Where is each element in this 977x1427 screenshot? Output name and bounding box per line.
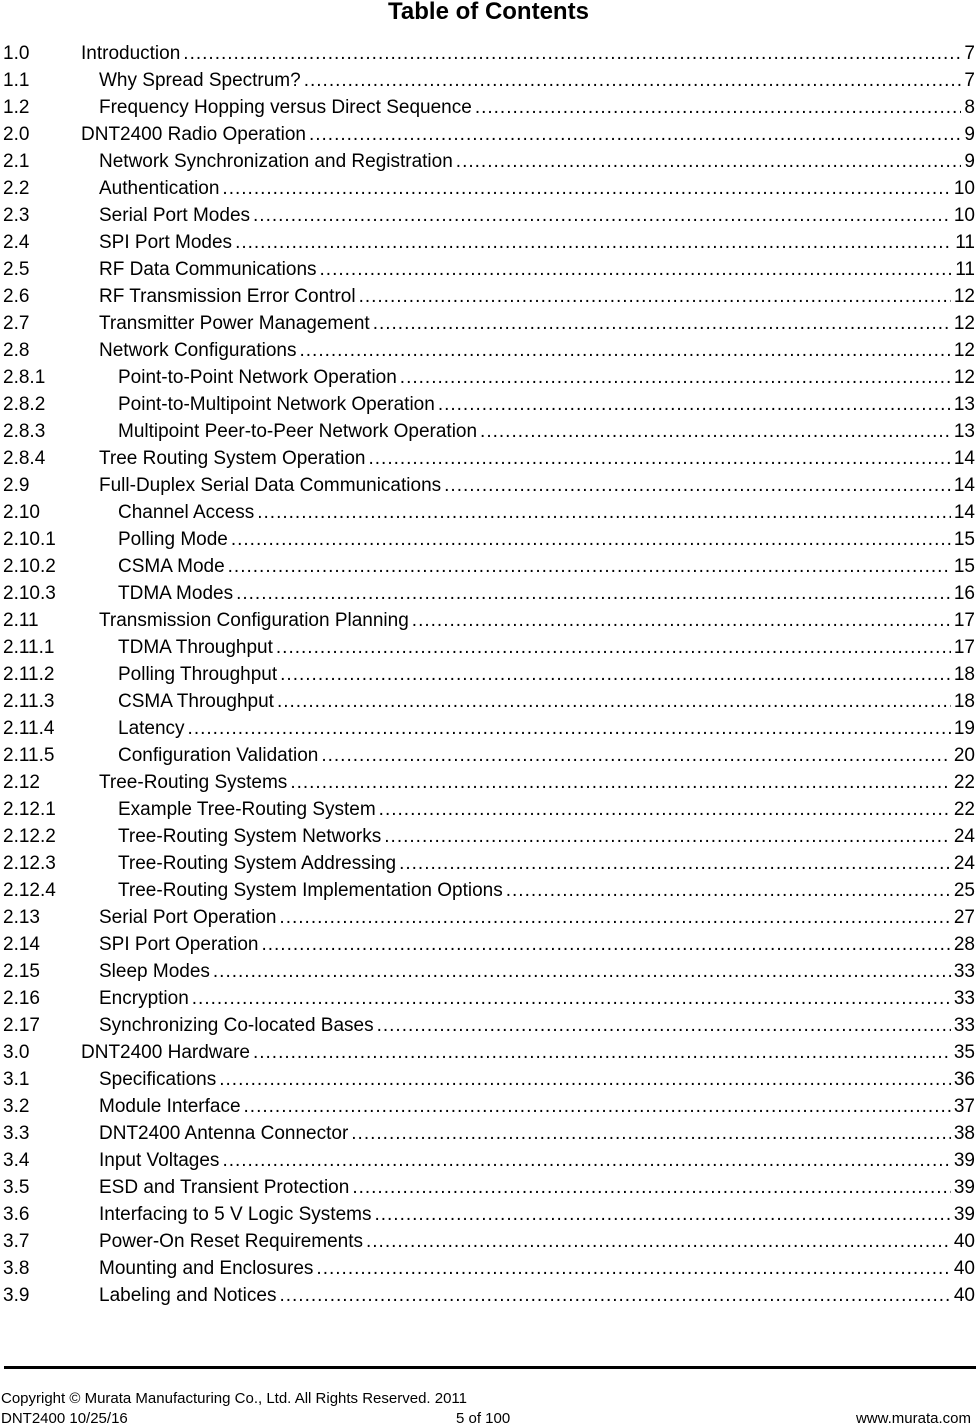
toc-dot-leader	[231, 529, 951, 551]
toc-dot-leader	[373, 313, 951, 335]
toc-section-number: 3.7	[3, 1230, 30, 1252]
toc-dot-leader	[456, 151, 961, 173]
toc-page-number: 12	[953, 366, 975, 388]
toc-section-title: Tree Routing System Operation	[99, 447, 366, 469]
table-of-contents	[3, 40, 975, 1309]
toc-page-number: 17	[953, 636, 975, 658]
toc-entry[interactable]	[3, 742, 975, 769]
toc-section-title: Network Configurations	[99, 339, 297, 361]
toc-section-title: Point-to-Multipoint Network Operation	[118, 393, 435, 415]
toc-section-title: Configuration Validation	[118, 744, 319, 766]
toc-section-title: Interfacing to 5 V Logic Systems	[99, 1203, 372, 1225]
toc-dot-leader	[279, 907, 950, 929]
toc-section-title: Module Interface	[99, 1095, 241, 1117]
toc-section-number: 2.14	[3, 933, 40, 955]
document-id: DNT2400 10/25/16	[1, 1410, 128, 1427]
toc-dot-leader	[351, 1123, 951, 1145]
toc-section-title: Serial Port Modes	[99, 204, 251, 226]
toc-section-title: Specifications	[99, 1068, 217, 1090]
toc-dot-leader	[316, 1258, 950, 1280]
toc-section-title: Introduction	[81, 42, 181, 64]
toc-entry[interactable]	[3, 418, 975, 445]
toc-section-number: 3.5	[3, 1176, 30, 1198]
toc-section-number: 2.11.3	[3, 690, 55, 712]
toc-dot-leader	[222, 178, 950, 200]
toc-dot-leader	[192, 988, 951, 1010]
toc-entry[interactable]	[3, 229, 975, 256]
toc-entry[interactable]	[3, 256, 975, 283]
toc-section-number: 2.2	[3, 177, 30, 199]
toc-page-number: 38	[953, 1122, 975, 1144]
toc-page-number: 11	[955, 258, 975, 280]
toc-section-number: 1.0	[3, 42, 30, 64]
toc-page-number: 18	[953, 663, 975, 685]
toc-entry[interactable]	[3, 1147, 975, 1174]
toc-entry[interactable]	[3, 121, 975, 148]
toc-dot-leader	[438, 394, 951, 416]
toc-dot-leader	[400, 367, 951, 389]
toc-section-number: 3.6	[3, 1203, 30, 1225]
toc-page-number: 33	[953, 987, 975, 1009]
toc-section-number: 2.7	[3, 312, 30, 334]
toc-entry[interactable]	[3, 1282, 975, 1309]
toc-section-title: SPI Port Modes	[99, 231, 233, 253]
toc-section-number: 2.5	[3, 258, 30, 280]
toc-section-title: Input Voltages	[99, 1149, 220, 1171]
toc-entry[interactable]	[3, 202, 975, 229]
toc-section-number: 2.12.1	[3, 798, 56, 820]
toc-section-title: Sleep Modes	[99, 960, 210, 982]
toc-entry[interactable]	[3, 580, 975, 607]
toc-section-number: 2.12.2	[3, 825, 56, 847]
toc-section-title: TDMA Throughput	[118, 636, 273, 658]
toc-dot-leader	[444, 475, 951, 497]
toc-entry[interactable]	[3, 40, 975, 67]
toc-section-title: Point-to-Point Network Operation	[118, 366, 397, 388]
toc-section-number: 2.12.4	[3, 879, 56, 901]
toc-section-number: 2.13	[3, 906, 40, 928]
toc-section-title: Tree-Routing System Networks	[118, 825, 382, 847]
toc-section-title: Power-On Reset Requirements	[99, 1230, 363, 1252]
toc-page-number: 12	[953, 339, 975, 361]
toc-entry[interactable]	[3, 1039, 975, 1066]
toc-section-title: Encryption	[99, 987, 189, 1009]
toc-entry[interactable]	[3, 769, 975, 796]
toc-entry[interactable]	[3, 391, 975, 418]
toc-entry[interactable]	[3, 1093, 975, 1120]
toc-section-title: Polling Mode	[118, 528, 228, 550]
toc-section-number: 2.10.3	[3, 582, 56, 604]
toc-section-title: Mounting and Enclosures	[99, 1257, 314, 1279]
toc-section-title: Channel Access	[118, 501, 255, 523]
toc-section-number: 2.4	[3, 231, 30, 253]
toc-section-number: 2.6	[3, 285, 30, 307]
toc-page-number: 15	[953, 555, 975, 577]
toc-section-number: 2.12.3	[3, 852, 56, 874]
toc-section-number: 3.4	[3, 1149, 30, 1171]
toc-dot-leader	[236, 583, 951, 605]
toc-page-number: 28	[953, 933, 975, 955]
toc-dot-leader	[374, 1204, 950, 1226]
toc-section-title: Network Synchronization and Registration	[99, 150, 453, 172]
toc-entry[interactable]	[3, 364, 975, 391]
toc-entry[interactable]	[3, 1201, 975, 1228]
toc-section-number: 2.9	[3, 474, 30, 496]
toc-section-number: 1.1	[3, 69, 30, 91]
toc-page-number: 37	[953, 1095, 975, 1117]
toc-entry[interactable]	[3, 1228, 975, 1255]
copyright-notice: Copyright © Murata Manufacturing Co., Ltd. All Rights Reserved. 2011	[1, 1390, 468, 1407]
toc-page-number: 39	[953, 1176, 975, 1198]
toc-section-title: Tree-Routing Systems	[99, 771, 288, 793]
toc-page-number: 13	[953, 420, 975, 442]
toc-entry[interactable]	[3, 1012, 975, 1039]
toc-page-number: 14	[953, 447, 975, 469]
toc-page-number: 36	[953, 1068, 975, 1090]
toc-section-title: Labeling and Notices	[99, 1284, 277, 1306]
toc-entry[interactable]	[3, 823, 975, 850]
toc-dot-leader	[219, 1069, 951, 1091]
toc-dot-leader	[309, 124, 961, 146]
toc-page-number: 13	[953, 393, 975, 415]
toc-dot-leader	[279, 1285, 950, 1307]
toc-entry[interactable]	[3, 985, 975, 1012]
toc-section-number: 2.10	[3, 501, 40, 523]
toc-entry[interactable]	[3, 499, 975, 526]
toc-page-number: 33	[953, 1014, 975, 1036]
toc-entry[interactable]	[3, 850, 975, 877]
toc-section-title: DNT2400 Radio Operation	[81, 123, 306, 145]
toc-entry[interactable]	[3, 1174, 975, 1201]
toc-section-title: RF Transmission Error Control	[99, 285, 356, 307]
toc-page-number: 18	[953, 690, 975, 712]
toc-section-title: Why Spread Spectrum?	[99, 69, 301, 91]
toc-dot-leader	[244, 1096, 951, 1118]
toc-section-title: Example Tree-Routing System	[118, 798, 376, 820]
toc-section-title: Serial Port Operation	[99, 906, 277, 928]
page-number: 5 of 100	[456, 1410, 511, 1427]
toc-page-number: 22	[953, 771, 975, 793]
toc-section-number: 2.0	[3, 123, 30, 145]
toc-section-number: 2.8.3	[3, 420, 46, 442]
toc-page-number: 7	[964, 42, 975, 64]
toc-entry[interactable]	[3, 445, 975, 472]
toc-entry[interactable]	[3, 175, 975, 202]
toc-section-title: Polling Throughput	[118, 663, 278, 685]
toc-page-number: 24	[953, 852, 975, 874]
toc-page-number: 40	[953, 1257, 975, 1279]
toc-section-title: Tree-Routing System Addressing	[118, 852, 397, 874]
footer-divider	[4, 1366, 976, 1369]
toc-page-number: 8	[964, 96, 975, 118]
toc-page-number: 19	[953, 717, 975, 739]
toc-section-number: 2.11	[3, 609, 39, 631]
toc-section-title: TDMA Modes	[118, 582, 234, 604]
toc-entry[interactable]	[3, 688, 975, 715]
toc-dot-leader	[290, 772, 951, 794]
toc-section-title: Transmitter Power Management	[99, 312, 370, 334]
toc-entry[interactable]	[3, 310, 975, 337]
toc-entry[interactable]	[3, 796, 975, 823]
page-title: Table of Contents	[388, 0, 589, 25]
toc-page-number: 24	[953, 825, 975, 847]
toc-entry[interactable]	[3, 1066, 975, 1093]
toc-dot-leader	[183, 43, 961, 65]
toc-page-number: 15	[953, 528, 975, 550]
toc-section-number: 2.11.5	[3, 744, 55, 766]
toc-dot-leader	[280, 664, 951, 686]
toc-dot-leader	[276, 637, 951, 659]
toc-section-number: 3.1	[3, 1068, 30, 1090]
toc-page-number: 25	[953, 879, 975, 901]
toc-section-number: 2.10.1	[3, 528, 56, 550]
toc-entry[interactable]	[3, 715, 975, 742]
toc-dot-leader	[253, 205, 951, 227]
toc-section-number: 1.2	[3, 96, 30, 118]
toc-dot-leader	[277, 691, 951, 713]
toc-dot-leader	[384, 826, 951, 848]
toc-page-number: 33	[953, 960, 975, 982]
toc-dot-leader	[257, 502, 951, 524]
toc-entry[interactable]	[3, 526, 975, 553]
toc-section-title: Tree-Routing System Implementation Options	[118, 879, 503, 901]
toc-dot-leader	[412, 610, 951, 632]
toc-page-number: 27	[953, 906, 975, 928]
toc-page-number: 10	[953, 177, 975, 199]
toc-dot-leader	[506, 880, 951, 902]
toc-dot-leader	[480, 421, 951, 443]
toc-section-title: DNT2400 Antenna Connector	[99, 1122, 349, 1144]
toc-entry[interactable]	[3, 283, 975, 310]
toc-section-number: 2.11.2	[3, 663, 55, 685]
toc-section-title: DNT2400 Hardware	[81, 1041, 250, 1063]
toc-section-number: 2.3	[3, 204, 30, 226]
toc-section-number: 2.10.2	[3, 555, 56, 577]
toc-page-number: 12	[953, 285, 975, 307]
toc-section-number: 2.17	[3, 1014, 40, 1036]
toc-dot-leader	[359, 286, 951, 308]
toc-page-number: 9	[964, 150, 975, 172]
toc-section-title: ESD and Transient Protection	[99, 1176, 350, 1198]
toc-entry[interactable]	[3, 1120, 975, 1147]
toc-section-number: 3.0	[3, 1041, 30, 1063]
toc-page-number: 40	[953, 1284, 975, 1306]
toc-dot-leader	[228, 556, 951, 578]
toc-entry[interactable]	[3, 661, 975, 688]
toc-page-number: 16	[953, 582, 975, 604]
toc-page-number: 14	[953, 474, 975, 496]
toc-entry[interactable]	[3, 607, 975, 634]
toc-entry[interactable]	[3, 337, 975, 364]
toc-page-number: 39	[953, 1149, 975, 1171]
toc-dot-leader	[188, 718, 951, 740]
toc-section-number: 2.11.4	[3, 717, 55, 739]
toc-dot-leader	[379, 799, 951, 821]
toc-dot-leader	[475, 97, 961, 119]
toc-section-number: 2.1	[3, 150, 30, 172]
toc-page-number: 20	[953, 744, 975, 766]
toc-dot-leader	[261, 934, 950, 956]
toc-dot-leader	[366, 1231, 951, 1253]
toc-section-number: 3.2	[3, 1095, 30, 1117]
toc-dot-leader	[352, 1177, 951, 1199]
toc-page-number: 39	[953, 1203, 975, 1225]
toc-section-number: 2.8.2	[3, 393, 46, 415]
toc-dot-leader	[321, 745, 951, 767]
toc-page-number: 9	[964, 123, 975, 145]
toc-entry[interactable]	[3, 67, 975, 94]
toc-entry[interactable]	[3, 877, 975, 904]
toc-entry[interactable]	[3, 472, 975, 499]
toc-entry[interactable]	[3, 148, 975, 175]
toc-section-number: 2.12	[3, 771, 40, 793]
toc-section-title: Transmission Configuration Planning	[99, 609, 409, 631]
toc-section-title: RF Data Communications	[99, 258, 317, 280]
toc-page-number: 7	[964, 69, 975, 91]
toc-section-number: 2.8	[3, 339, 30, 361]
toc-page-number: 10	[953, 204, 975, 226]
toc-entry[interactable]	[3, 553, 975, 580]
toc-entry[interactable]	[3, 931, 975, 958]
toc-section-number: 2.11.1	[3, 636, 55, 658]
toc-section-title: Frequency Hopping versus Direct Sequence	[99, 96, 472, 118]
toc-page-number: 11	[955, 231, 975, 253]
toc-dot-leader	[213, 961, 951, 983]
toc-section-number: 3.8	[3, 1257, 30, 1279]
toc-page-number: 35	[953, 1041, 975, 1063]
toc-section-number: 3.9	[3, 1284, 30, 1306]
toc-entry[interactable]	[3, 1255, 975, 1282]
toc-dot-leader	[368, 448, 950, 470]
website-link[interactable]: www.murata.com	[855, 1410, 971, 1427]
toc-page-number: 40	[953, 1230, 975, 1252]
toc-section-title: Full-Duplex Serial Data Communications	[99, 474, 442, 496]
toc-dot-leader	[253, 1042, 951, 1064]
toc-page-number: 12	[953, 312, 975, 334]
toc-section-number: 2.8.4	[3, 447, 46, 469]
toc-section-title: Authentication	[99, 177, 220, 199]
toc-dot-leader	[222, 1150, 950, 1172]
toc-section-number: 3.3	[3, 1122, 30, 1144]
toc-entry[interactable]	[3, 634, 975, 661]
toc-section-number: 2.8.1	[3, 366, 46, 388]
toc-section-title: Synchronizing Co-located Bases	[99, 1014, 374, 1036]
toc-page-number: 22	[953, 798, 975, 820]
toc-section-title: SPI Port Operation	[99, 933, 259, 955]
toc-page-number: 14	[953, 501, 975, 523]
toc-dot-leader	[235, 232, 952, 254]
toc-entry[interactable]	[3, 94, 975, 121]
toc-dot-leader	[299, 340, 950, 362]
toc-section-number: 2.15	[3, 960, 40, 982]
toc-dot-leader	[377, 1015, 951, 1037]
toc-page-number: 17	[953, 609, 975, 631]
toc-section-title: CSMA Throughput	[118, 690, 274, 712]
toc-section-title: Latency	[118, 717, 185, 739]
toc-entry[interactable]	[3, 958, 975, 985]
toc-section-title: CSMA Mode	[118, 555, 225, 577]
toc-dot-leader	[399, 853, 951, 875]
toc-section-title: Multipoint Peer-to-Peer Network Operation	[118, 420, 478, 442]
toc-section-number: 2.16	[3, 987, 40, 1009]
toc-entry[interactable]	[3, 904, 975, 931]
toc-dot-leader	[320, 259, 953, 281]
toc-dot-leader	[304, 70, 961, 92]
